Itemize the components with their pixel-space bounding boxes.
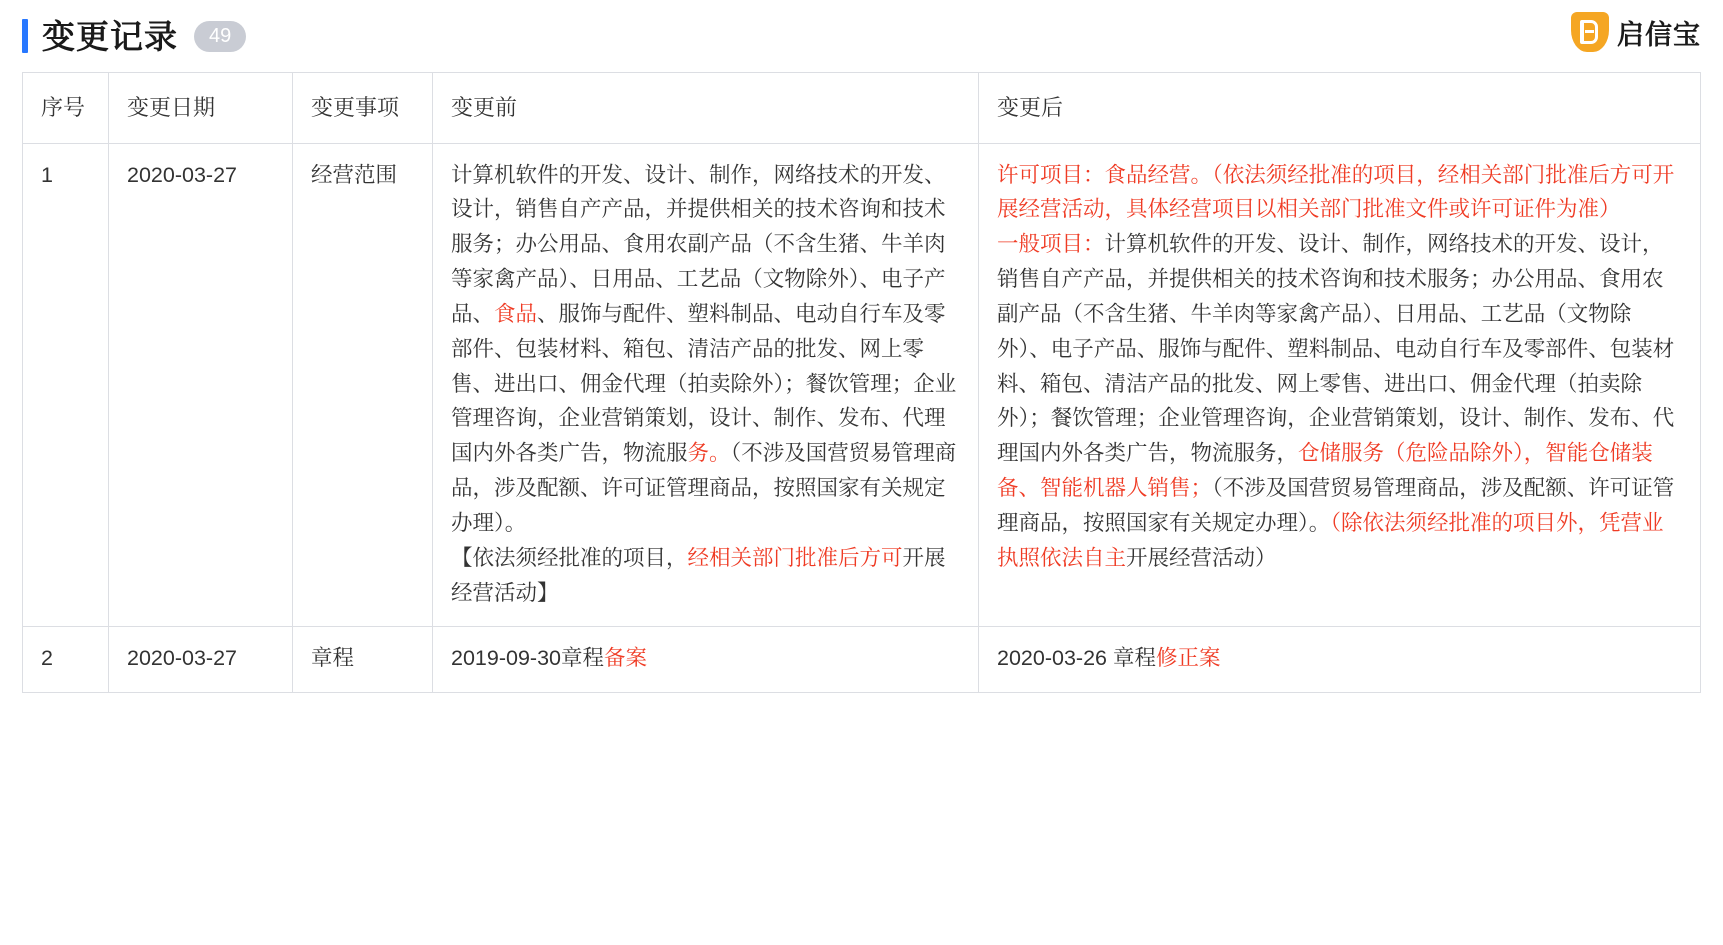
normal-text: 2019-09-30	[451, 646, 561, 671]
cell-change-date: 2020-03-27	[109, 627, 293, 693]
change-records-table	[22, 72, 1701, 693]
cell-after-change	[979, 627, 1701, 693]
normal-text: 计算机软件的开发、设计、制作，网络技术的开发、设计，销售自产产品，并提供相关的技术咨询和技术服务；办公用品、食用农副产品（不含生猪、牛羊肉等家禽产品）、日用品、工艺品（文物除外）、电子产品、	[451, 162, 946, 326]
changed-text: 外，	[1556, 510, 1600, 535]
changed-text: 凭营业执照依法自主	[997, 510, 1664, 570]
changed-text: 备案	[604, 646, 648, 671]
record-count-badge: 49	[194, 21, 246, 52]
brand-name: 启信宝	[1617, 19, 1701, 50]
qixinbao-shield-icon	[1571, 12, 1609, 52]
page-title: 变更记录	[42, 17, 178, 55]
changed-text: 一般项目：	[997, 232, 1105, 257]
normal-text: 2020-03-26 章程	[997, 646, 1156, 671]
column-header-date: 变更日期	[109, 73, 293, 144]
cell-change-item: 经营范围	[293, 143, 433, 627]
normal-text: 【依法须经批准的项目，	[451, 545, 688, 570]
changed-text: （除依法须经批准的项目	[1330, 510, 1557, 535]
changed-text: 务。	[687, 441, 731, 466]
normal-text: 、服饰与配件、塑料制品、电动自行车及零部件、包装材料、箱包、清洁产品的批发、网上零售、进出口、佣金代理（拍卖除外）；餐饮管理；企业管理咨询，企业营销策划，设计、制作、发布、代理国内外各类广告，物流服	[451, 301, 957, 466]
normal-text: 计算机软件的开发、设计、制作，网络技术的开发、设计，销售自产产品，并提供相关的技术咨询和技术服务；办公用品、食用农副产品（不含生猪、牛羊肉等家禽产品）、日用品、工艺品（文物除外）、电子产品、服饰与配件、塑料制品、电动自行车及零部件、包装材料、箱包、清洁产品的批发、网上零售、进出口、佣金代理（拍卖除外）；餐饮管理；企业管理咨询，企业营销策划，设计、制作、发布、代理国内外各类广告，物流服务，	[997, 232, 1675, 466]
normal-text: 开展经营活动）	[1126, 545, 1277, 570]
changed-text: 修正案	[1155, 646, 1221, 671]
column-header-after: 变更后	[979, 73, 1701, 144]
cell-change-item: 章程	[293, 627, 433, 693]
cell-before-change	[433, 143, 979, 627]
changed-text: 经相关部门批准后方可	[687, 545, 903, 570]
changed-text: 食品	[494, 301, 538, 326]
table-header-row	[23, 73, 1701, 144]
normal-text: （不涉及国营贸易管理商品，涉及配额、许可证管理商品，按照国家有关规定办理）。	[997, 476, 1675, 535]
table-row	[23, 627, 1701, 693]
changed-text: 许可项目：食品经营。（依法须经批准的项目，经相关部门批准后方可开展经营活动，具体经营项目以相关部门批准文件或许可证件为准）	[997, 162, 1675, 222]
normal-text: 开展经营活动】	[451, 545, 946, 605]
normal-text: 章程	[560, 646, 604, 671]
accent-bar	[22, 19, 28, 53]
cell-change-date: 2020-03-27	[109, 143, 293, 627]
brand-logo	[1571, 12, 1701, 52]
title-group	[22, 19, 246, 53]
table-body	[23, 143, 1701, 693]
cell-after-change	[979, 143, 1701, 627]
table-row	[23, 143, 1701, 627]
column-header-before: 变更前	[433, 73, 979, 144]
changed-text: 仓储服务（危险品除外），智能仓储装备、智能机器人销售；	[997, 441, 1653, 501]
column-header-item: 变更事项	[293, 73, 433, 144]
page-header	[22, 0, 1701, 72]
normal-text: （不涉及国营贸易管理商品，涉及配额、许可证管理商品，按照国家有关规定办理）。	[451, 441, 957, 535]
column-header-index: 序号	[23, 73, 109, 144]
cell-index: 1	[23, 143, 109, 627]
cell-before-change	[433, 627, 979, 693]
cell-index: 2	[23, 627, 109, 693]
